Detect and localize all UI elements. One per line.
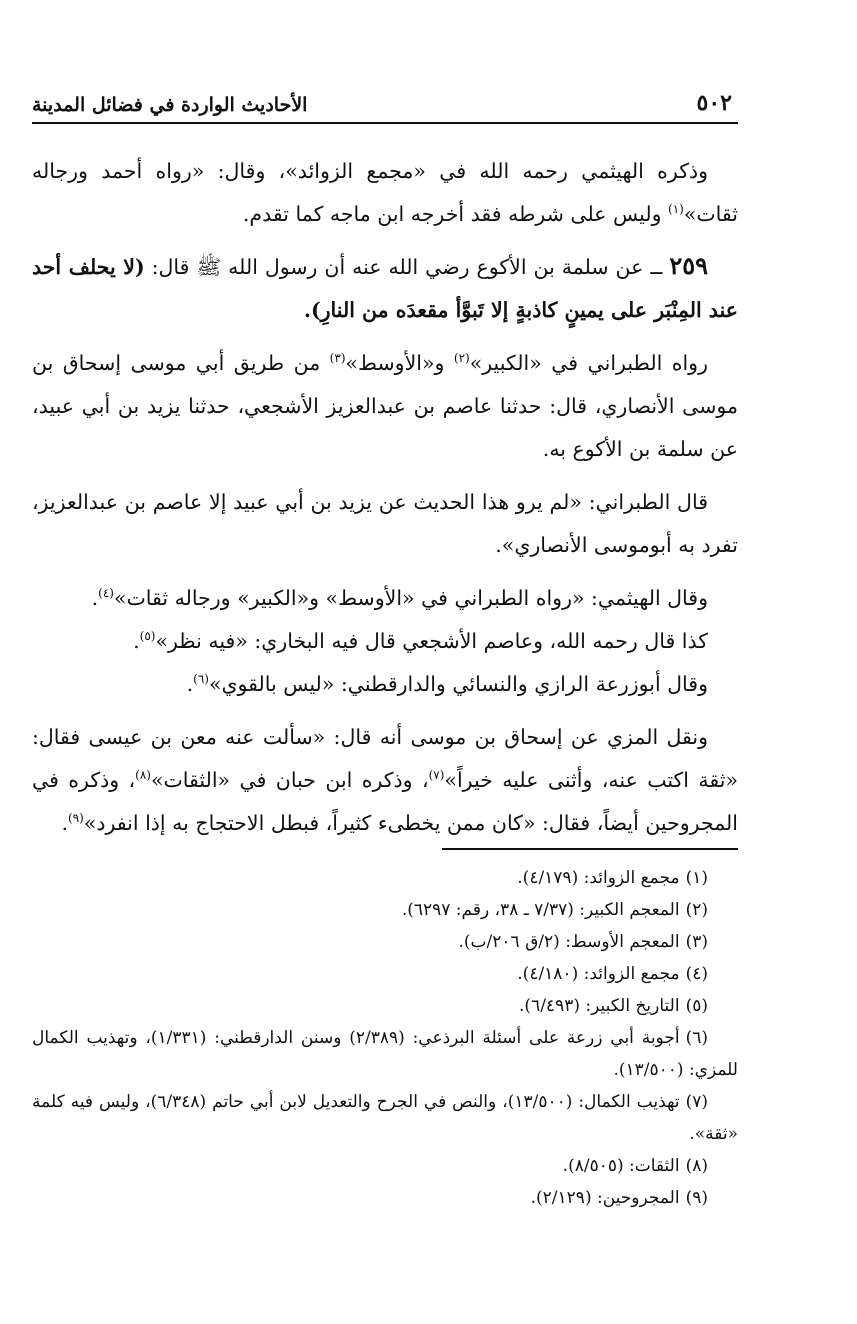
footnote-text: المعجم الأوسط: (٢/ق ٢٠٦/ب). (458, 932, 680, 952)
footnote-ref-8: (٨) (135, 768, 151, 783)
footnote-8 (32, 1150, 738, 1182)
footnote-ref-3: (٣) (329, 351, 346, 366)
paragraph-1 (32, 150, 738, 236)
footnote-text: مجمع الزوائد: (٤/١٨٠). (517, 964, 680, 984)
paragraph-6 (32, 620, 738, 663)
paragraph-8-c: ، وذكره في المجروحين أيضاً، فقال: «كان ممن يخطىء كثيراً، فبطل الاحتجاج به إذا انفرد» (32, 768, 738, 835)
paragraph-7 (32, 663, 738, 706)
paragraph-3-a: رواه الطبراني في «الكبير» (469, 351, 708, 375)
footnote-label: (٨) (685, 1156, 708, 1176)
footnote-text: أجوبة أبي زرعة على أسئلة البرذعي: (٢/٣٨٩) وسنن الدارقطني: (١/٣٣١)، وتهذيب الكمال للمزي: (١٣/٥٠٠). (32, 1028, 738, 1080)
paragraph-6-end: . (133, 629, 140, 653)
running-title: الأحاديث الواردة في فضائل المدينة (32, 94, 308, 116)
footnote-separator (442, 848, 738, 850)
footnote-3 (32, 926, 738, 958)
paragraph-7-text: وقال أبوزرعة الرازي والنسائي والدارقطني: «ليس بالقوي» (208, 672, 708, 696)
paragraph-5-end: . (91, 586, 99, 610)
footnote-ref-9: (٩) (68, 811, 84, 826)
paragraph-8-a: ونقل المزي عن إسحاق بن موسى أنه قال: «سألت عنه معن بن عيسى فقال: «ثقة اكتب عنه، وأثنى عليه خيراً» (32, 725, 738, 792)
page-header (32, 80, 738, 124)
footnote-ref-4: (٤) (98, 586, 114, 601)
footnote-7 (32, 1086, 738, 1150)
paragraph-5-text: وقال الهيثمي: «رواه الطبراني في «الأوسط» و«الكبير» ورجاله ثقات» (113, 586, 708, 610)
footnote-ref-2: (٢) (453, 351, 470, 366)
footnote-9 (32, 1182, 738, 1214)
footnote-label: (٢) (685, 900, 708, 920)
paragraph-8-end: . (61, 811, 68, 835)
paragraph-3 (32, 342, 738, 471)
footnotes (32, 862, 738, 1214)
footnote-label: (٥) (685, 996, 708, 1016)
paragraph-1-tail: وليس على شرطه فقد أخرجه ابن ماجه كما تقدم. (242, 202, 668, 226)
footnote-text: التاريخ الكبير: (٦/٤٩٣). (519, 996, 680, 1016)
footnote-text: المعجم الكبير: (٧/٣٧ ـ ٣٨، رقم: ٦٢٩٧). (401, 900, 680, 920)
footnote-label: (٩) (685, 1188, 708, 1208)
footnote-text: مجمع الزوائد: (٤/١٧٩). (517, 868, 680, 888)
footnote-6 (32, 1022, 738, 1086)
paragraph-8 (32, 716, 738, 845)
hadith-intro: ــ عن سلمة بن الأكوع رضي الله عنه أن رسول الله ﷺ قال: (144, 255, 670, 279)
footnote-5 (32, 990, 738, 1022)
footnote-label: (٤) (685, 964, 708, 984)
hadith-number: ٢٥٩ (669, 251, 708, 280)
footnote-4 (32, 958, 738, 990)
footnote-label: (١) (685, 868, 708, 888)
footnote-ref-1: (١) (668, 202, 684, 217)
book-page (32, 0, 738, 1324)
hadith-text: (لا يحلف أحد عند المِنْبَر على يمينٍ كاذبةٍ إلا تَبوَّأ مقعدَه من النارِ). (32, 255, 738, 322)
paragraph-4: قال الطبراني: «لم يرو هذا الحديث عن يزيد بن أبي عبيد إلا عاصم بن عبدالعزيز، تفرد به أبوموسى الأنصاري». (32, 490, 738, 557)
footnote-ref-5: (٥) (139, 629, 156, 644)
paragraph-3-b: و«الأوسط» (345, 351, 454, 375)
footnote-label: (٧) (685, 1092, 709, 1112)
footnote-ref-7: (٧) (428, 768, 445, 783)
hadith-259 (32, 244, 738, 332)
footnote-label: (٣) (685, 932, 708, 952)
footnote-text: الثقات: (٨/٥٠٥). (562, 1156, 680, 1176)
footnote-1 (32, 862, 738, 894)
footnote-text: تهذيب الكمال: (١٣/٥٠٠)، والنص في الجرح والتعديل لابن أبي حاتم (٦/٣٤٨)، وليس فيه كلمة «ثقة». (32, 1092, 738, 1144)
paragraph-7-end: . (186, 672, 194, 696)
main-text (32, 150, 738, 853)
footnote-text: المجروحين: (٢/١٢٩). (530, 1188, 680, 1208)
footnote-ref-6: (٦) (193, 672, 209, 687)
paragraph-8-b: ، وذكره ابن حبان في «الثقات» (150, 768, 429, 792)
paragraph-3-c: من طريق أبي موسى إسحاق بن موسى الأنصاري، قال: حدثنا عاصم بن عبدالعزيز الأشجعي، حدثنا يزيد بن أبي عبيد، عن سلمة بن الأكوع به. (32, 351, 738, 461)
page-number: ٥٠٢ (696, 90, 732, 116)
footnote-2 (32, 894, 738, 926)
footnote-label: (٦) (685, 1028, 708, 1048)
paragraph-1-text: وذكره الهيثمي رحمه الله في «مجمع الزوائد»، وقال: «رواه أحمد ورجاله ثقات» (32, 159, 738, 226)
paragraph-5 (32, 577, 738, 620)
paragraph-6-text: كذا قال رحمه الله، وعاصم الأشجعي قال فيه البخاري: «فيه نظر» (155, 629, 708, 653)
